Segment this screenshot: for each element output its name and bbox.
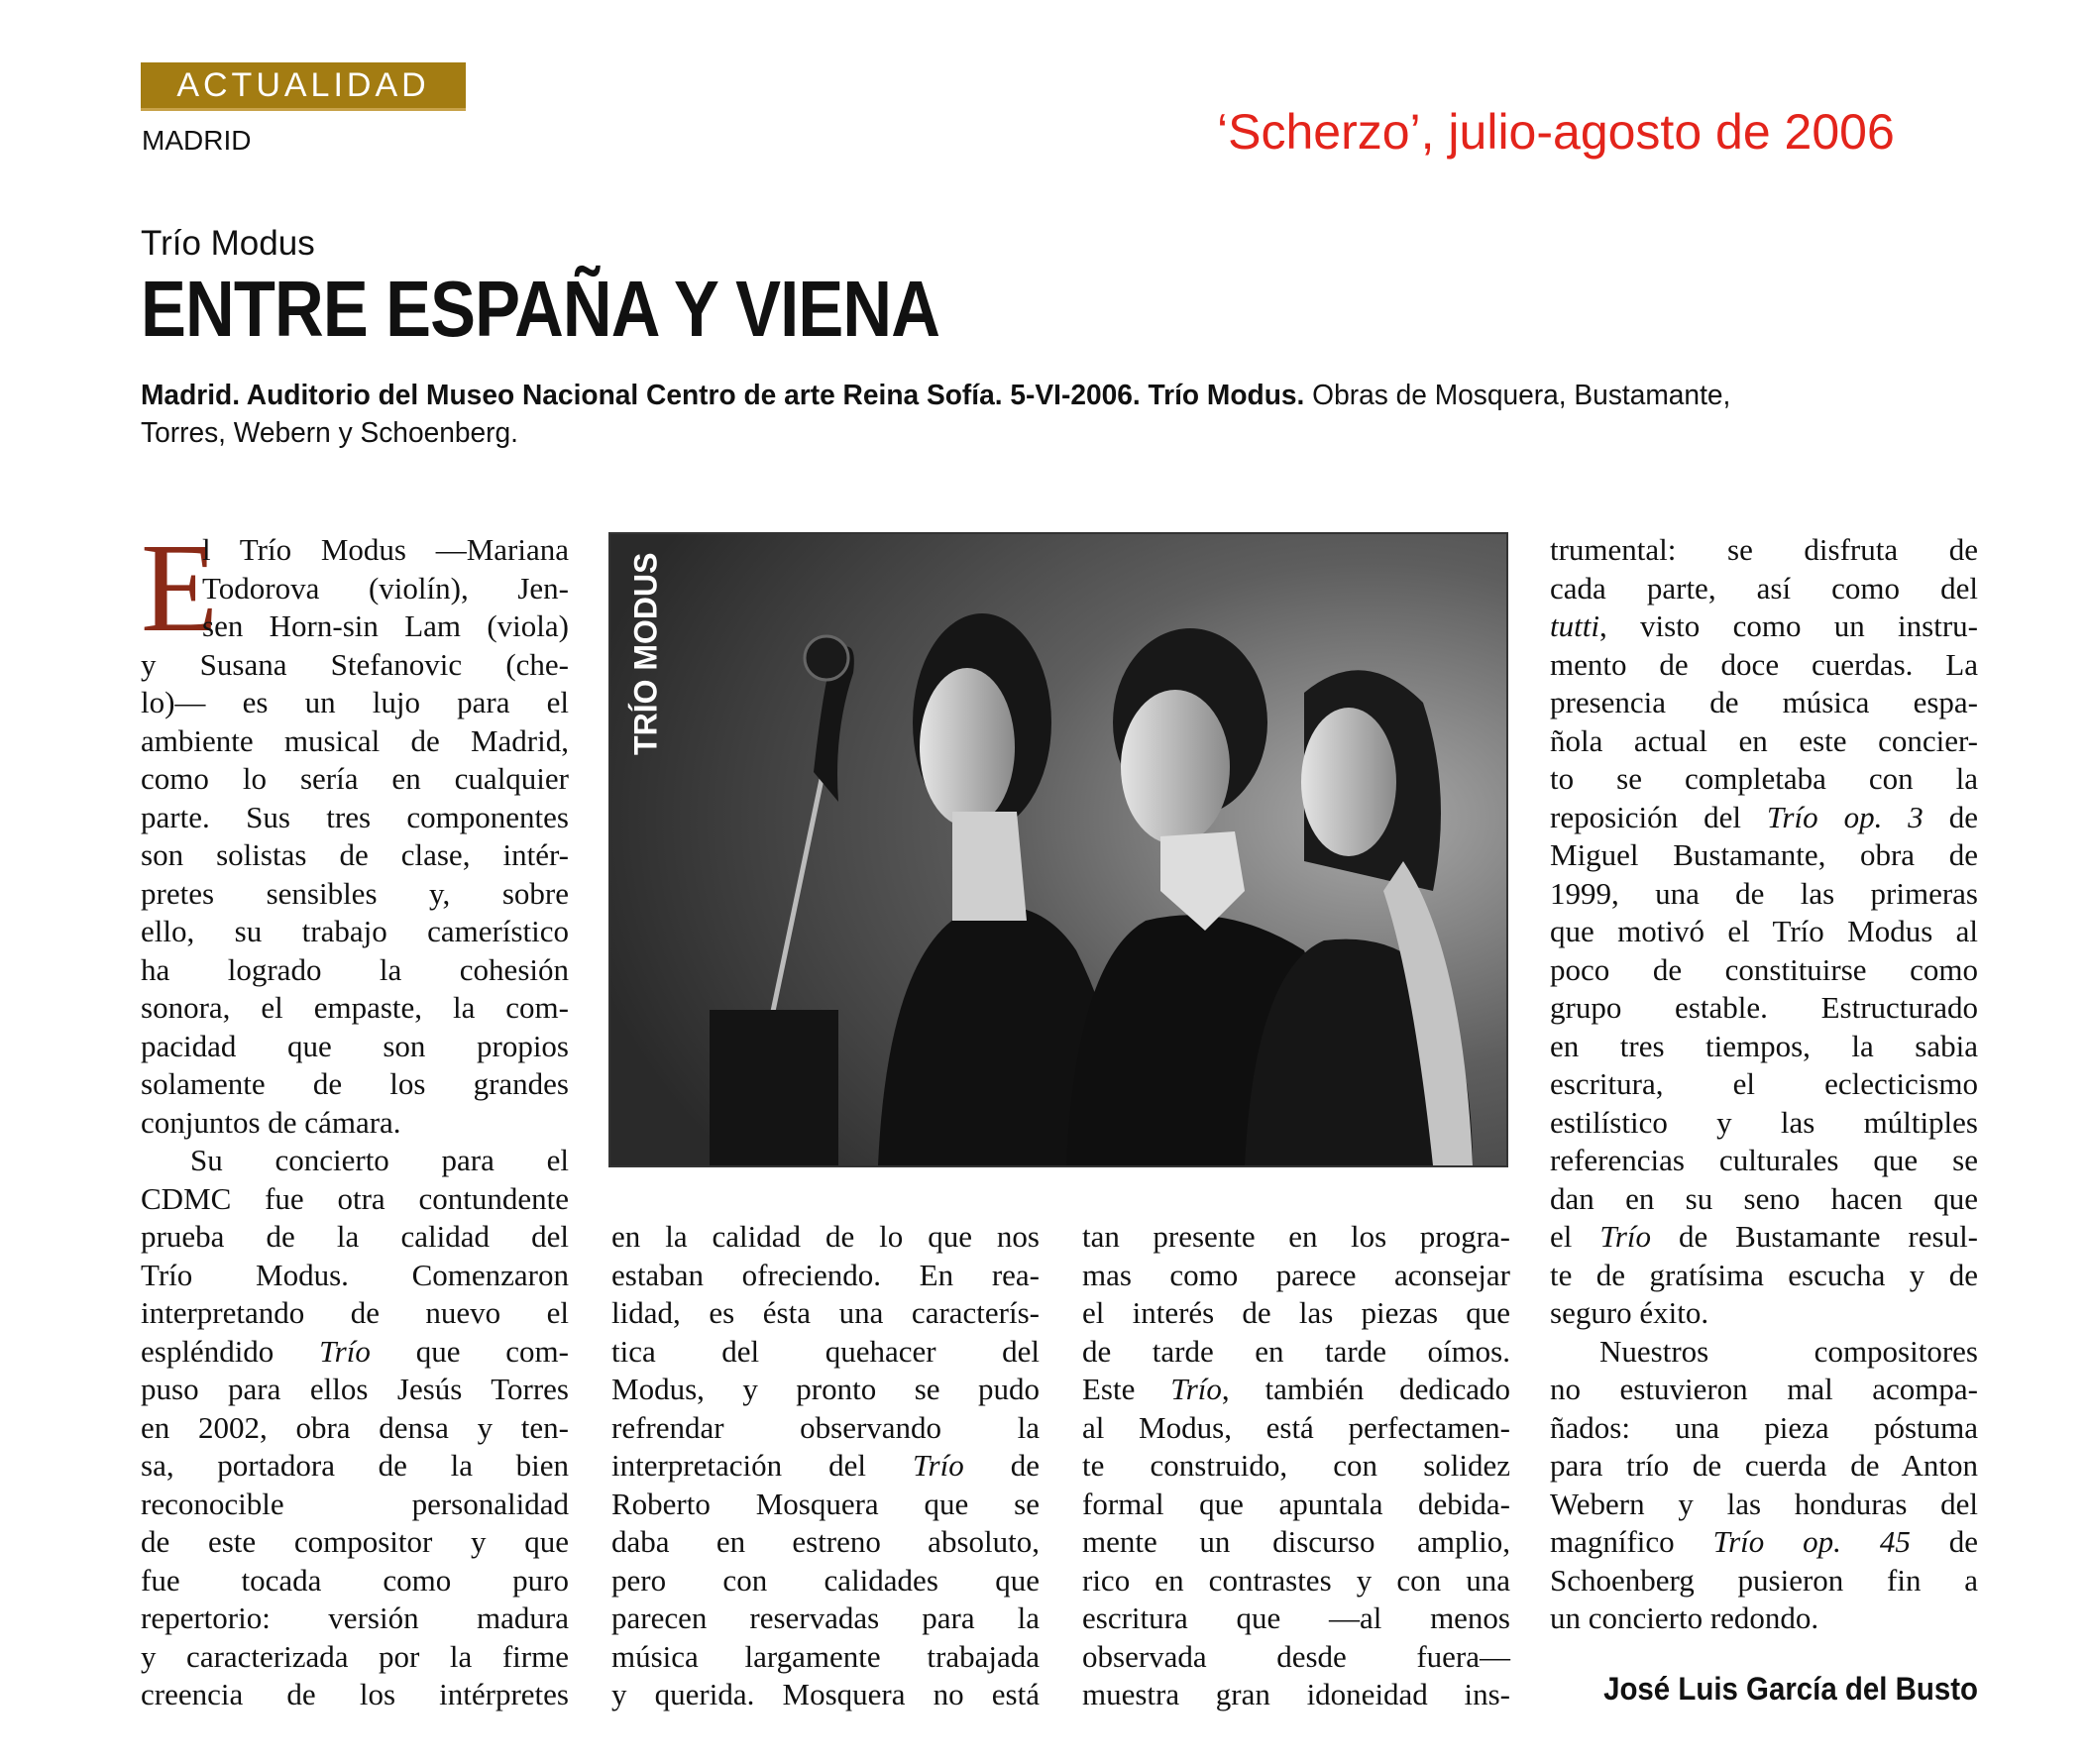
text-line <box>611 1676 1040 1714</box>
text-line <box>1550 607 1978 646</box>
text-segment: sen Horn-sin Lam (viola) <box>202 608 569 643</box>
text-line <box>141 1218 569 1257</box>
text-line <box>1550 1562 1978 1600</box>
section-tag: ACTUALIDAD <box>141 62 466 111</box>
italic-title: Trío <box>913 1448 964 1483</box>
text-segment: escritura que —al menos <box>1082 1600 1510 1635</box>
text-line <box>1550 722 1978 761</box>
text-line <box>611 1371 1040 1409</box>
text-segment: l Trío Modus —Mariana <box>202 532 569 567</box>
text-line <box>1082 1676 1510 1714</box>
article-column-2 <box>611 1218 1040 1714</box>
text-segment: Modus, y pronto se pudo <box>611 1372 1040 1406</box>
text-segment: en la calidad de lo que nos <box>611 1219 1040 1254</box>
text-segment: daba en estreno absoluto, <box>611 1524 1040 1559</box>
text-segment: lo)— es un lujo para el <box>141 685 569 719</box>
text-line <box>141 1065 569 1104</box>
italic-title: tutti <box>1550 608 1599 643</box>
text-line <box>1550 760 1978 799</box>
text-line <box>1550 1409 1978 1448</box>
text-segment: de este compositor y que <box>141 1524 569 1559</box>
text-segment: sonora, el empaste, la com- <box>141 990 569 1025</box>
text-line <box>141 1562 569 1600</box>
text-line <box>141 1638 569 1677</box>
text-segment: Trío Modus. Comenzaron <box>141 1257 569 1292</box>
text-segment: pacidad que son propios <box>141 1028 569 1063</box>
text-segment: lidad, es ésta una caracterís- <box>611 1295 1040 1330</box>
text-line <box>141 1180 569 1219</box>
text-segment: pretes sensibles y, sobre <box>141 875 569 911</box>
text-line <box>1550 875 1978 914</box>
text-segment: estilístico y las múltiples <box>1550 1104 1978 1140</box>
text-line <box>1550 1180 1978 1219</box>
text-segment: reconocible personalidad <box>141 1486 569 1521</box>
text-segment: sa, portadora de la bien <box>141 1448 569 1483</box>
text-segment: Todorova (violín), Jen- <box>202 570 569 606</box>
text-line <box>1082 1562 1510 1600</box>
photo-caption-text: TRÍO MODUS <box>627 552 664 755</box>
text-segment: formal que apuntala debida- <box>1082 1486 1510 1521</box>
article-column-4 <box>1550 531 1978 1638</box>
text-line <box>141 1333 569 1372</box>
text-segment: pero con calidades que <box>611 1562 1040 1598</box>
text-segment: tan presente en los progra- <box>1082 1219 1510 1254</box>
article-dek <box>141 377 1775 452</box>
text-segment: mas como parece aconsejar <box>1082 1257 1510 1292</box>
text-line <box>1550 1218 1978 1257</box>
text-line <box>1082 1599 1510 1638</box>
text-line <box>141 875 569 914</box>
text-line <box>1550 646 1978 685</box>
text-segment: tica del quehacer del <box>611 1333 1040 1369</box>
text-line <box>1550 799 1978 837</box>
text-segment: estaban ofreciendo. En rea- <box>611 1257 1040 1292</box>
text-line <box>1550 989 1978 1028</box>
text-segment: refrendar observando la <box>611 1409 1040 1445</box>
text-line <box>1082 1257 1510 1295</box>
photo-caption <box>626 554 666 792</box>
text-segment: puso para ellos Jesús Torres <box>141 1372 569 1406</box>
text-line <box>611 1599 1040 1638</box>
text-line <box>611 1333 1040 1372</box>
text-line <box>611 1218 1040 1257</box>
text-segment: de <box>963 1448 1040 1483</box>
italic-title: Trío <box>1599 1219 1652 1254</box>
article-kicker: Trío Modus <box>141 224 315 263</box>
text-line <box>141 951 569 990</box>
text-line <box>1550 1486 1978 1524</box>
italic-title: Trío <box>319 1333 371 1369</box>
text-line <box>141 1486 569 1524</box>
text-line <box>611 1294 1040 1333</box>
text-line <box>1550 1104 1978 1143</box>
text-line <box>1550 1065 1978 1104</box>
city-label: MADRID <box>142 125 252 156</box>
article-column-3 <box>1082 1218 1510 1714</box>
text-line <box>1550 684 1978 722</box>
text-segment: interpretación del <box>611 1448 914 1483</box>
text-segment: observada desde fuera— <box>1082 1638 1510 1674</box>
text-segment: no estuvieron mal acompa- <box>1550 1372 1978 1406</box>
text-segment: de Bustamante resul- <box>1651 1219 1979 1254</box>
text-segment: te de gratísima escucha y de <box>1550 1257 1978 1292</box>
text-line <box>1550 1294 1978 1333</box>
text-segment: repertorio: versión madura <box>141 1600 569 1635</box>
text-segment: para trío de cuerda de Anton <box>1550 1448 1978 1483</box>
text-line <box>1550 1028 1978 1066</box>
text-line <box>141 1447 569 1486</box>
text-line <box>1082 1638 1510 1677</box>
text-segment: presencia de música espa- <box>1550 685 1978 719</box>
text-line <box>1550 1371 1978 1409</box>
text-segment: referencias culturales que se <box>1550 1143 1978 1177</box>
italic-title: Trío op. 45 <box>1712 1524 1911 1559</box>
text-segment: de tarde en tarde oímos. <box>1082 1333 1510 1369</box>
text-segment: dan en su seno hacen que <box>1550 1180 1978 1216</box>
text-segment: como lo sería en cualquier <box>141 761 569 796</box>
text-line <box>1082 1447 1510 1486</box>
text-line <box>1082 1218 1510 1257</box>
text-segment: música largamente trabajada <box>611 1638 1040 1674</box>
text-segment: cada parte, así como del <box>1550 570 1978 606</box>
dek-rest: Obras de Mosquera, Bustamante, Torres, Webern y Schoenberg. <box>141 380 1731 449</box>
text-line <box>611 1409 1040 1448</box>
text-segment: parecen reservadas para la <box>611 1600 1040 1635</box>
text-segment: trumental: se disfruta de <box>1550 532 1978 567</box>
text-segment: ñola actual en este concier- <box>1550 722 1978 758</box>
text-segment: ello, su trabajo camerístico <box>141 914 569 948</box>
text-segment: , visto como un instru- <box>1598 608 1978 643</box>
text-segment: Webern y las honduras del <box>1550 1486 1978 1521</box>
text-segment: grupo estable. Estructurado <box>1550 990 1978 1025</box>
text-line <box>1550 1257 1978 1295</box>
text-segment: que motivó el Trío Modus al <box>1550 914 1978 948</box>
text-segment: y caracterizada por la firme <box>141 1638 569 1674</box>
text-segment: en 2002, obra densa y ten- <box>141 1409 569 1445</box>
source-note: ‘Scherzo’, julio-agosto de 2006 <box>1217 104 1895 160</box>
text-line <box>141 836 569 875</box>
text-line <box>141 570 569 608</box>
text-line <box>1082 1294 1510 1333</box>
text-segment: ñados: una pieza póstuma <box>1550 1409 1978 1445</box>
text-segment: al Modus, está perfectamen- <box>1082 1409 1510 1445</box>
text-line <box>1082 1371 1510 1409</box>
text-segment: ambiente musical de Madrid, <box>141 722 569 758</box>
text-line <box>611 1486 1040 1524</box>
text-line <box>611 1447 1040 1486</box>
text-segment: de <box>1923 799 1978 834</box>
text-line <box>141 607 569 646</box>
text-line <box>1550 1142 1978 1180</box>
drop-cap: E <box>141 517 219 658</box>
text-line <box>141 1104 569 1143</box>
text-segment: mente un discurso amplio, <box>1082 1524 1510 1559</box>
text-line <box>611 1562 1040 1600</box>
text-segment: que com- <box>370 1333 569 1369</box>
trio-photo <box>608 532 1508 1167</box>
text-segment: fue tocada como puro <box>141 1562 569 1598</box>
text-segment: seguro éxito. <box>1550 1295 1709 1330</box>
text-line <box>1550 913 1978 951</box>
text-line <box>141 1599 569 1638</box>
text-line <box>141 799 569 837</box>
text-line <box>141 1523 569 1562</box>
text-line <box>1550 1333 1978 1372</box>
text-segment: y querida. Mosquera no está <box>611 1677 1040 1711</box>
text-line <box>141 913 569 951</box>
text-segment: , también dedicado <box>1221 1372 1511 1406</box>
italic-title: Trío op. 3 <box>1766 799 1924 834</box>
text-line <box>611 1523 1040 1562</box>
text-segment: un concierto redondo. <box>1550 1600 1819 1635</box>
text-segment: y Susana Stefanovic (che- <box>141 646 569 682</box>
text-segment: mento de doce cuerdas. La <box>1550 646 1978 682</box>
text-line <box>611 1257 1040 1295</box>
text-line <box>1082 1333 1510 1372</box>
text-line <box>141 760 569 799</box>
text-line <box>141 684 569 722</box>
text-line <box>1550 951 1978 990</box>
text-segment: de <box>1910 1524 1978 1559</box>
italic-title: Trío <box>1170 1372 1222 1406</box>
text-line <box>141 1409 569 1448</box>
text-segment: escritura, el eclecticismo <box>1550 1066 1978 1101</box>
text-segment: magnífico <box>1550 1524 1713 1559</box>
text-segment: son solistas de clase, intér- <box>141 837 569 872</box>
text-segment: interpretando de nuevo el <box>141 1295 569 1330</box>
text-segment: espléndido <box>141 1333 320 1369</box>
text-segment: rico en contrastes y con una <box>1082 1562 1510 1598</box>
text-segment: Schoenberg pusieron fin a <box>1550 1562 1978 1598</box>
text-line <box>1550 1447 1978 1486</box>
text-line <box>141 531 569 570</box>
text-line <box>1082 1486 1510 1524</box>
text-line <box>141 1142 569 1180</box>
text-segment: CDMC fue otra contundente <box>141 1180 569 1216</box>
text-line <box>141 1257 569 1295</box>
text-segment: Nuestros compositores <box>1599 1333 1978 1369</box>
trio-photo-image <box>610 534 1506 1165</box>
text-line <box>1550 531 1978 570</box>
text-segment: el <box>1550 1219 1600 1254</box>
text-segment: solamente de los grandes <box>141 1066 569 1101</box>
article-headline: ENTRE ESPAÑA Y VIENA <box>141 265 940 353</box>
text-segment: 1999, una de las primeras <box>1550 875 1978 911</box>
text-line <box>1550 1599 1978 1638</box>
text-segment: reposición del <box>1550 799 1767 834</box>
text-segment: prueba de la calidad del <box>141 1219 569 1254</box>
byline: José Luis García del Busto <box>1603 1671 1978 1707</box>
text-line <box>141 646 569 685</box>
text-line <box>141 722 569 761</box>
text-segment: Roberto Mosquera que se <box>611 1486 1040 1521</box>
text-line <box>1550 570 1978 608</box>
text-segment: Miguel Bustamante, obra de <box>1550 837 1978 872</box>
text-line <box>141 1371 569 1409</box>
text-segment: muestra gran idoneidad ins- <box>1082 1677 1510 1711</box>
text-line <box>1082 1523 1510 1562</box>
dek-bold: Madrid. Auditorio del Museo Nacional Centro de arte Reina Sofía. 5-VI-2006. Trío Modus. <box>141 380 1305 411</box>
text-line <box>1082 1409 1510 1448</box>
text-line <box>1550 1523 1978 1562</box>
text-line <box>611 1638 1040 1677</box>
text-segment: parte. Sus tres componentes <box>141 799 569 834</box>
text-segment: creencia de los intérpretes <box>141 1677 569 1711</box>
text-segment: to se completaba con la <box>1550 761 1978 796</box>
text-segment: Su concierto para el <box>190 1143 569 1177</box>
text-line <box>141 1028 569 1066</box>
text-segment: en tres tiempos, la sabia <box>1550 1028 1978 1063</box>
text-segment: poco de constituirse como <box>1550 951 1978 987</box>
text-line <box>1550 836 1978 875</box>
text-segment: conjuntos de cámara. <box>141 1104 401 1140</box>
text-line <box>141 1676 569 1714</box>
text-line <box>141 1294 569 1333</box>
text-segment: te construido, con solidez <box>1082 1448 1510 1483</box>
article-column-1 <box>141 517 569 1714</box>
text-line <box>141 989 569 1028</box>
text-segment: el interés de las piezas que <box>1082 1295 1510 1330</box>
text-segment: Este <box>1082 1372 1171 1406</box>
text-segment: ha logrado la cohesión <box>141 951 569 987</box>
